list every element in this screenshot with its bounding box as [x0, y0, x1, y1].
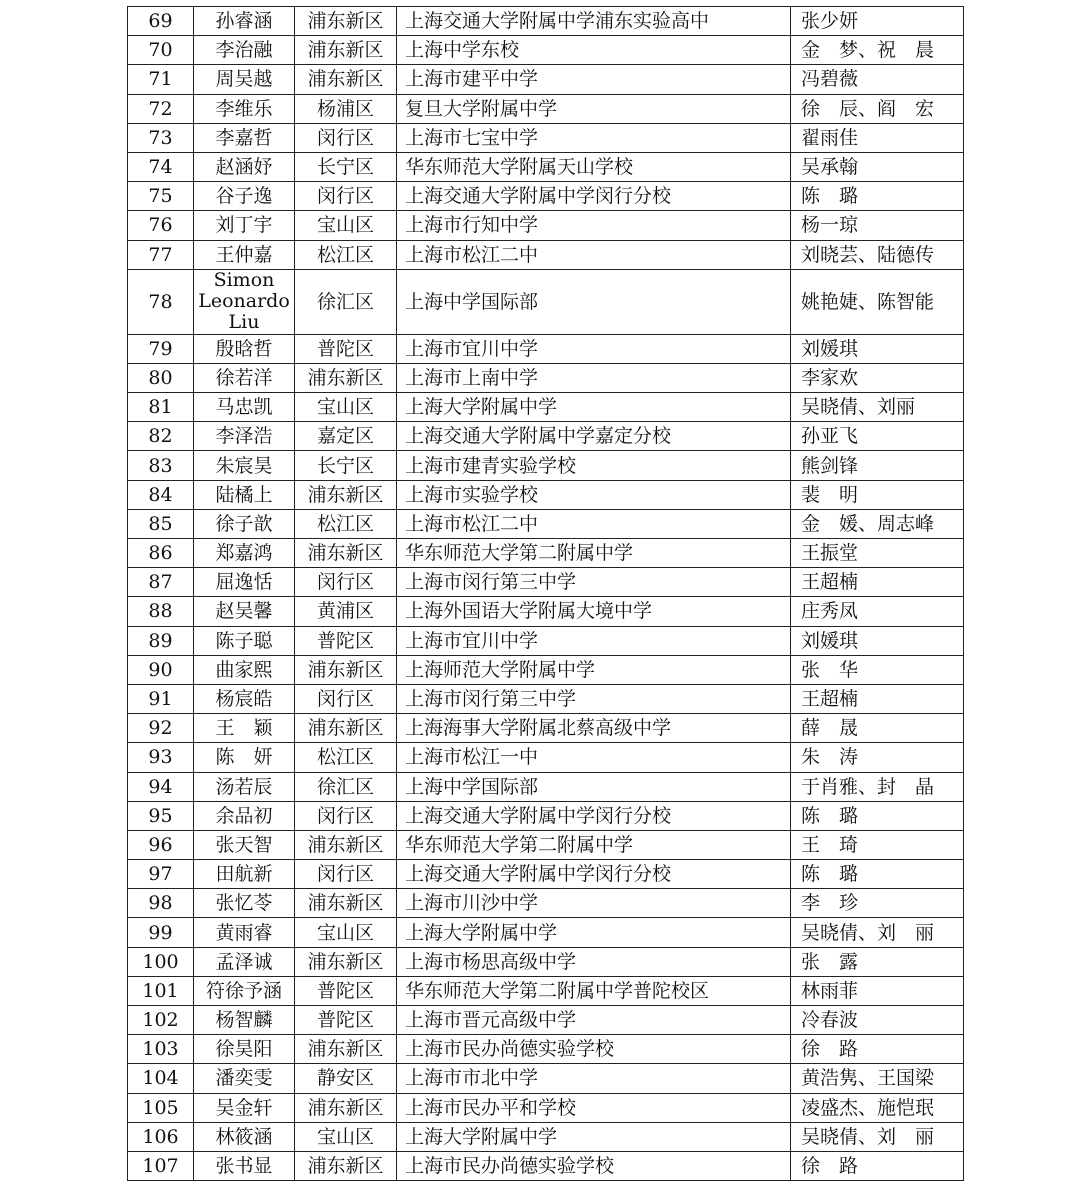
- table-row: [128, 123, 964, 152]
- cell-number: 87: [128, 568, 194, 597]
- cell-district: 徐汇区: [295, 269, 397, 334]
- table-row: [128, 1151, 964, 1180]
- cell-school: 上海市民办尚德实验学校: [397, 1151, 791, 1180]
- cell-district: 松江区: [295, 509, 397, 538]
- cell-school: 上海大学附属中学: [397, 918, 791, 947]
- table-row: [128, 1064, 964, 1093]
- cell-school: 上海大学附属中学: [397, 1122, 791, 1151]
- cell-district: 普陀区: [295, 976, 397, 1005]
- cell-student-name: 杨宸皓: [194, 684, 295, 713]
- cell-teacher: 徐 辰、阎 宏: [791, 94, 964, 123]
- cell-school: 上海中学国际部: [397, 772, 791, 801]
- table-row: [128, 7, 964, 36]
- cell-teacher: 吴晓倩、刘 丽: [791, 1122, 964, 1151]
- cell-district: 闵行区: [295, 684, 397, 713]
- cell-number: 89: [128, 626, 194, 655]
- cell-school: 上海师范大学附属中学: [397, 655, 791, 684]
- cell-number: 82: [128, 422, 194, 451]
- cell-school: 上海海事大学附属北蔡高级中学: [397, 714, 791, 743]
- table-row: [128, 830, 964, 859]
- cell-number: 74: [128, 152, 194, 181]
- cell-student-name: 黄雨睿: [194, 918, 295, 947]
- table-row: [128, 65, 964, 94]
- table-row: [128, 918, 964, 947]
- table-row: [128, 393, 964, 422]
- cell-number: 76: [128, 211, 194, 240]
- cell-school: 上海市建青实验学校: [397, 451, 791, 480]
- table-row: [128, 363, 964, 392]
- table-row: [128, 801, 964, 830]
- table-row: [128, 597, 964, 626]
- table-row: [128, 182, 964, 211]
- table-row: [128, 152, 964, 181]
- cell-school: 上海市松江一中: [397, 743, 791, 772]
- table-row: [128, 422, 964, 451]
- cell-district: 浦东新区: [295, 889, 397, 918]
- cell-teacher: 黄浩隽、王国梁: [791, 1064, 964, 1093]
- cell-teacher: 刘晓芸、陆德传: [791, 240, 964, 269]
- cell-district: 静安区: [295, 1064, 397, 1093]
- cell-student-name: 殷晗哲: [194, 334, 295, 363]
- cell-school: 上海市松江二中: [397, 509, 791, 538]
- table-row: [128, 860, 964, 889]
- cell-school: 上海交通大学附属中学闵行分校: [397, 860, 791, 889]
- cell-district: 长宁区: [295, 451, 397, 480]
- cell-district: 闵行区: [295, 182, 397, 211]
- cell-student-name: 张天智: [194, 830, 295, 859]
- cell-district: 普陀区: [295, 626, 397, 655]
- cell-teacher: 吴承翰: [791, 152, 964, 181]
- cell-number: 70: [128, 36, 194, 65]
- cell-student-name: 张忆苓: [194, 889, 295, 918]
- cell-school: 华东师范大学附属天山学校: [397, 152, 791, 181]
- cell-teacher: 张 华: [791, 655, 964, 684]
- table-row: [128, 451, 964, 480]
- cell-number: 106: [128, 1122, 194, 1151]
- cell-student-name: 赵吴馨: [194, 597, 295, 626]
- cell-district: 宝山区: [295, 211, 397, 240]
- cell-number: 83: [128, 451, 194, 480]
- cell-district: 普陀区: [295, 334, 397, 363]
- cell-teacher: 冷春波: [791, 1006, 964, 1035]
- table-row: [128, 1093, 964, 1122]
- table-row: [128, 568, 964, 597]
- cell-student-name: 陆橘上: [194, 480, 295, 509]
- cell-student-name: 林筱涵: [194, 1122, 295, 1151]
- cell-number: 97: [128, 860, 194, 889]
- cell-number: 92: [128, 714, 194, 743]
- cell-teacher: 凌盛杰、施恺珉: [791, 1093, 964, 1122]
- table-row: [128, 743, 964, 772]
- table-row: [128, 334, 964, 363]
- cell-school: 上海市宜川中学: [397, 626, 791, 655]
- cell-student-name: 张书显: [194, 1151, 295, 1180]
- cell-teacher: 吴晓倩、刘丽: [791, 393, 964, 422]
- table-row: [128, 626, 964, 655]
- table-row: [128, 947, 964, 976]
- cell-number: 95: [128, 801, 194, 830]
- cell-school: 上海市闵行第三中学: [397, 684, 791, 713]
- cell-student-name: 杨智麟: [194, 1006, 295, 1035]
- cell-district: 浦东新区: [295, 480, 397, 509]
- cell-student-name: 刘丁宇: [194, 211, 295, 240]
- table-row: [128, 36, 964, 65]
- cell-school: 上海中学国际部: [397, 269, 791, 334]
- cell-teacher: 金 梦、祝 晨: [791, 36, 964, 65]
- cell-teacher: 朱 涛: [791, 743, 964, 772]
- cell-teacher: 陈 璐: [791, 860, 964, 889]
- cell-student-name: 赵涵妤: [194, 152, 295, 181]
- cell-student-name: 汤若辰: [194, 772, 295, 801]
- cell-district: 宝山区: [295, 1122, 397, 1151]
- cell-teacher: 吴晓倩、刘 丽: [791, 918, 964, 947]
- cell-district: 浦东新区: [295, 655, 397, 684]
- cell-district: 闵行区: [295, 123, 397, 152]
- cell-teacher: 林雨菲: [791, 976, 964, 1005]
- cell-district: 松江区: [295, 240, 397, 269]
- cell-student-name: 曲家熙: [194, 655, 295, 684]
- cell-student-name: 孟泽诚: [194, 947, 295, 976]
- cell-student-name: Simon Leonardo Liu: [194, 269, 295, 334]
- table-row: [128, 1035, 964, 1064]
- award-list-sheet: [127, 6, 963, 1181]
- cell-teacher: 姚艳婕、陈智能: [791, 269, 964, 334]
- cell-district: 普陀区: [295, 1006, 397, 1035]
- table-row: [128, 889, 964, 918]
- cell-student-name: 李泽浩: [194, 422, 295, 451]
- cell-teacher: 李 珍: [791, 889, 964, 918]
- table-row: [128, 94, 964, 123]
- cell-district: 浦东新区: [295, 1093, 397, 1122]
- cell-district: 浦东新区: [295, 830, 397, 859]
- cell-teacher: 徐 路: [791, 1151, 964, 1180]
- table-row: [128, 714, 964, 743]
- cell-student-name: 陈 妍: [194, 743, 295, 772]
- cell-student-name: 余品初: [194, 801, 295, 830]
- cell-school: 上海交通大学附属中学闵行分校: [397, 801, 791, 830]
- cell-teacher: 徐 路: [791, 1035, 964, 1064]
- cell-teacher: 王超楠: [791, 684, 964, 713]
- cell-number: 81: [128, 393, 194, 422]
- cell-teacher: 陈 璐: [791, 182, 964, 211]
- cell-student-name: 孙睿涵: [194, 7, 295, 36]
- cell-number: 107: [128, 1151, 194, 1180]
- table-row: [128, 539, 964, 568]
- cell-district: 宝山区: [295, 393, 397, 422]
- cell-district: 杨浦区: [295, 94, 397, 123]
- cell-school: 上海市市北中学: [397, 1064, 791, 1093]
- cell-student-name: 郑嘉鸿: [194, 539, 295, 568]
- cell-district: 浦东新区: [295, 947, 397, 976]
- cell-number: 80: [128, 363, 194, 392]
- table-row: [128, 684, 964, 713]
- table-row: [128, 1006, 964, 1035]
- cell-number: 78: [128, 269, 194, 334]
- cell-district: 浦东新区: [295, 65, 397, 94]
- cell-district: 黄浦区: [295, 597, 397, 626]
- cell-student-name: 潘奕雯: [194, 1064, 295, 1093]
- cell-number: 94: [128, 772, 194, 801]
- cell-teacher: 于肖雅、封 晶: [791, 772, 964, 801]
- cell-teacher: 裴 明: [791, 480, 964, 509]
- cell-number: 100: [128, 947, 194, 976]
- cell-teacher: 薛 晟: [791, 714, 964, 743]
- cell-school: 上海市川沙中学: [397, 889, 791, 918]
- cell-student-name: 屈逸恬: [194, 568, 295, 597]
- cell-teacher: 王超楠: [791, 568, 964, 597]
- cell-district: 浦东新区: [295, 714, 397, 743]
- cell-school: 上海大学附属中学: [397, 393, 791, 422]
- cell-student-name: 李嘉哲: [194, 123, 295, 152]
- cell-student-name: 谷子逸: [194, 182, 295, 211]
- cell-number: 85: [128, 509, 194, 538]
- cell-district: 浦东新区: [295, 363, 397, 392]
- cell-district: 闵行区: [295, 860, 397, 889]
- cell-school: 华东师范大学第二附属中学: [397, 830, 791, 859]
- cell-district: 闵行区: [295, 801, 397, 830]
- cell-number: 98: [128, 889, 194, 918]
- cell-district: 闵行区: [295, 568, 397, 597]
- cell-number: 93: [128, 743, 194, 772]
- cell-number: 96: [128, 830, 194, 859]
- cell-student-name: 符徐予涵: [194, 976, 295, 1005]
- cell-school: 上海市杨思高级中学: [397, 947, 791, 976]
- cell-district: 浦东新区: [295, 1151, 397, 1180]
- table-row: [128, 976, 964, 1005]
- table-row: [128, 480, 964, 509]
- cell-teacher: 孙亚飞: [791, 422, 964, 451]
- cell-teacher: 刘媛琪: [791, 626, 964, 655]
- table-row: [128, 655, 964, 684]
- cell-school: 复旦大学附属中学: [397, 94, 791, 123]
- cell-school: 上海市民办尚德实验学校: [397, 1035, 791, 1064]
- cell-number: 72: [128, 94, 194, 123]
- cell-school: 上海市民办平和学校: [397, 1093, 791, 1122]
- cell-district: 宝山区: [295, 918, 397, 947]
- cell-school: 上海市晋元高级中学: [397, 1006, 791, 1035]
- cell-district: 浦东新区: [295, 7, 397, 36]
- cell-student-name: 朱宸昊: [194, 451, 295, 480]
- cell-number: 79: [128, 334, 194, 363]
- cell-district: 浦东新区: [295, 36, 397, 65]
- cell-number: 104: [128, 1064, 194, 1093]
- cell-number: 75: [128, 182, 194, 211]
- cell-teacher: 王振堂: [791, 539, 964, 568]
- cell-number: 105: [128, 1093, 194, 1122]
- cell-district: 松江区: [295, 743, 397, 772]
- cell-student-name: 徐子歆: [194, 509, 295, 538]
- cell-teacher: 张 露: [791, 947, 964, 976]
- cell-student-name: 徐若洋: [194, 363, 295, 392]
- table-row: [128, 772, 964, 801]
- cell-teacher: 陈 璐: [791, 801, 964, 830]
- cell-number: 90: [128, 655, 194, 684]
- cell-number: 102: [128, 1006, 194, 1035]
- cell-student-name: 周吴越: [194, 65, 295, 94]
- cell-school: 华东师范大学第二附属中学: [397, 539, 791, 568]
- cell-number: 103: [128, 1035, 194, 1064]
- table-row: [128, 1122, 964, 1151]
- cell-student-name: 吴金轩: [194, 1093, 295, 1122]
- award-list-table: [127, 6, 964, 1181]
- cell-district: 徐汇区: [295, 772, 397, 801]
- cell-student-name: 徐昊阳: [194, 1035, 295, 1064]
- cell-teacher: 庄秀凤: [791, 597, 964, 626]
- cell-school: 上海交通大学附属中学嘉定分校: [397, 422, 791, 451]
- table-row: [128, 509, 964, 538]
- cell-number: 99: [128, 918, 194, 947]
- cell-number: 71: [128, 65, 194, 94]
- table-row: [128, 269, 964, 334]
- cell-school: 上海交通大学附属中学浦东实验高中: [397, 7, 791, 36]
- cell-number: 91: [128, 684, 194, 713]
- cell-student-name: 李维乐: [194, 94, 295, 123]
- cell-number: 73: [128, 123, 194, 152]
- cell-number: 86: [128, 539, 194, 568]
- cell-teacher: 张少妍: [791, 7, 964, 36]
- table-row: [128, 211, 964, 240]
- cell-school: 上海外国语大学附属大境中学: [397, 597, 791, 626]
- cell-school: 上海市闵行第三中学: [397, 568, 791, 597]
- cell-district: 浦东新区: [295, 539, 397, 568]
- cell-district: 长宁区: [295, 152, 397, 181]
- cell-school: 华东师范大学第二附属中学普陀校区: [397, 976, 791, 1005]
- cell-school: 上海中学东校: [397, 36, 791, 65]
- cell-teacher: 刘媛琪: [791, 334, 964, 363]
- cell-school: 上海交通大学附属中学闵行分校: [397, 182, 791, 211]
- cell-school: 上海市行知中学: [397, 211, 791, 240]
- cell-student-name: 王 颖: [194, 714, 295, 743]
- cell-teacher: 熊剑锋: [791, 451, 964, 480]
- cell-student-name: 陈子聪: [194, 626, 295, 655]
- cell-student-name: 李治融: [194, 36, 295, 65]
- cell-district: 浦东新区: [295, 1035, 397, 1064]
- cell-school: 上海市实验学校: [397, 480, 791, 509]
- cell-school: 上海市七宝中学: [397, 123, 791, 152]
- cell-teacher: 冯碧薇: [791, 65, 964, 94]
- cell-teacher: 金 媛、周志峰: [791, 509, 964, 538]
- cell-student-name: 田航新: [194, 860, 295, 889]
- cell-school: 上海市建平中学: [397, 65, 791, 94]
- cell-number: 69: [128, 7, 194, 36]
- cell-teacher: 王 琦: [791, 830, 964, 859]
- cell-student-name: 马忠凯: [194, 393, 295, 422]
- cell-district: 嘉定区: [295, 422, 397, 451]
- cell-teacher: 杨一琼: [791, 211, 964, 240]
- cell-number: 88: [128, 597, 194, 626]
- cell-school: 上海市宜川中学: [397, 334, 791, 363]
- cell-number: 101: [128, 976, 194, 1005]
- cell-teacher: 李家欢: [791, 363, 964, 392]
- cell-student-name: 王仲嘉: [194, 240, 295, 269]
- cell-number: 77: [128, 240, 194, 269]
- cell-teacher: 翟雨佳: [791, 123, 964, 152]
- cell-school: 上海市上南中学: [397, 363, 791, 392]
- table-row: [128, 240, 964, 269]
- table-body: [128, 7, 964, 1181]
- cell-school: 上海市松江二中: [397, 240, 791, 269]
- cell-number: 84: [128, 480, 194, 509]
